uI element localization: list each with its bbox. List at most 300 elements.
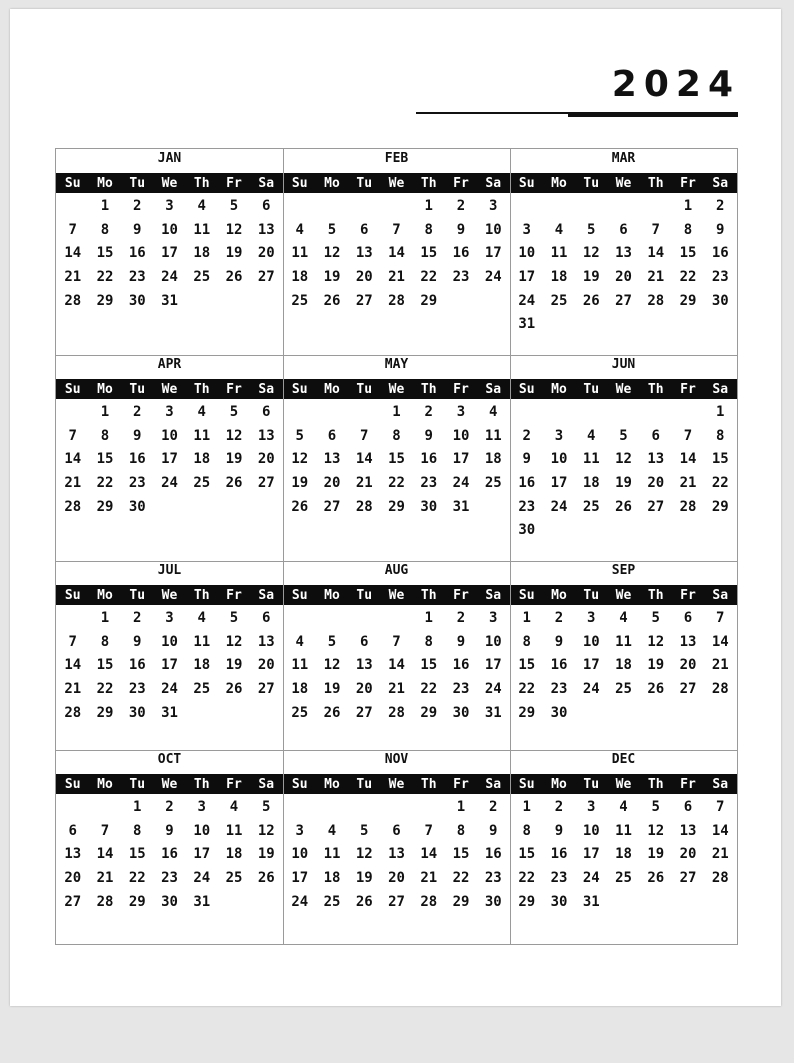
weekday-header [283,585,510,605]
day-cell: 14 [647,245,665,262]
day-cell: 21 [711,657,729,674]
day-cell: 28 [388,292,405,309]
day-cell: 4 [587,427,596,444]
day-cell: 15 [388,451,405,468]
day-cell: 4 [489,404,498,420]
empty-cell [317,195,348,219]
day-cell: 3 [295,822,304,839]
day-cell: 25 [550,292,568,309]
empty-cell [57,796,88,820]
day-cell: 11 [323,846,341,863]
weekday-label: Su [291,381,308,397]
weekday-label: Mo [97,776,113,792]
empty-cell [57,401,88,425]
month-name: FEB [384,151,409,166]
weekday-label: Su [64,381,81,397]
day-cell: 29 [711,498,729,515]
day-cell: 10 [518,245,536,262]
empty-cell [576,401,607,425]
day-cell: 10 [161,427,178,444]
day-cell: 22 [388,475,405,492]
day-cell: 31 [582,893,600,910]
day-cell: 4 [295,633,304,650]
day-cell: 27 [355,704,373,721]
weekday-label: Su [64,175,81,191]
day-cell: 29 [128,893,146,910]
weekday-label: Tu [129,776,146,792]
day-cell: 4 [327,822,337,839]
weekday-label: Th [420,587,437,603]
day-grid [510,401,737,543]
day-cell: 30 [484,893,502,910]
day-cell: 12 [647,822,665,839]
day-cell: 24 [518,292,536,309]
month-jan [56,149,283,355]
day-cell: 17 [161,245,178,262]
day-cell: 15 [452,846,470,863]
weekday-label: We [388,175,405,191]
day-cell: 23 [128,269,146,286]
month-sep [510,561,737,750]
empty-cell [349,796,380,820]
day-cell: 20 [257,657,275,674]
weekday-label: Su [518,587,535,603]
weekday-label: Tu [356,175,373,191]
day-cell: 30 [128,498,146,515]
day-cell: 26 [323,704,341,721]
day-cell: 8 [456,822,466,839]
day-cell: 24 [161,475,178,492]
day-cell: 3 [489,610,498,626]
day-cell: 30 [452,704,470,721]
day-cell: 15 [96,657,114,674]
day-cell: 26 [355,893,373,910]
day-cell: 5 [619,427,628,444]
day-grid [510,607,737,725]
day-cell: 27 [257,475,275,492]
day-cell: 14 [64,451,82,468]
weekday-label: Su [518,175,535,191]
weekday-label: Sa [258,381,275,397]
day-cell: 19 [323,681,341,698]
day-cell: 23 [711,269,729,286]
day-cell: 6 [360,221,369,238]
day-cell: 28 [711,870,729,887]
day-cell: 27 [64,893,82,910]
day-cell: 9 [456,221,466,238]
day-cell: 16 [128,451,146,468]
day-cell: 25 [193,269,211,286]
day-cell: 27 [257,681,275,698]
day-cell: 14 [96,846,114,863]
empty-cell [349,195,380,219]
day-cell: 16 [420,451,438,468]
weekday-label: Tu [129,381,146,397]
weekday-label: Th [193,175,210,191]
weekday-header [283,173,510,193]
day-cell: 17 [161,657,178,674]
day-cell: 24 [484,269,502,286]
day-cell: 20 [64,870,82,887]
weekday-label: Fr [226,776,242,792]
day-cell: 21 [647,269,665,286]
month-apr [56,355,283,561]
empty-cell [90,796,121,820]
weekday-header [56,774,283,794]
weekday-label: We [161,587,178,603]
weekday-label: Tu [583,776,600,792]
day-cell: 26 [582,292,600,309]
weekday-label: Sa [712,776,729,792]
column-divider [510,149,511,944]
day-cell: 19 [225,451,243,468]
weekday-label: Th [193,776,210,792]
month-name: DEC [611,752,636,767]
month-name: AUG [384,563,409,578]
day-cell: 8 [133,822,142,839]
empty-cell [640,401,671,425]
day-cell: 27 [615,292,632,309]
weekday-label: Su [291,776,308,792]
day-cell: 14 [388,657,405,674]
weekday-label: Th [420,776,437,792]
day-cell: 11 [484,427,502,444]
empty-cell [317,796,348,820]
day-cell: 26 [615,498,632,515]
day-cell: 9 [489,822,498,839]
day-cell: 7 [683,427,693,444]
day-cell: 21 [355,475,373,492]
day-cell: 8 [392,427,401,444]
day-cell: 3 [165,198,174,214]
day-cell: 15 [518,846,536,863]
day-cell: 10 [161,221,178,238]
day-cell: 8 [100,221,110,238]
day-cell: 15 [128,846,146,863]
weekday-label: Mo [324,776,340,792]
weekday-label: We [615,776,632,792]
weekday-label: Mo [97,587,113,603]
day-cell: 7 [424,822,433,839]
empty-cell [381,796,412,820]
day-cell: 21 [64,681,82,698]
day-cell: 16 [550,846,568,863]
empty-cell [608,401,639,425]
weekday-header [56,173,283,193]
day-cell: 9 [522,451,531,468]
day-cell: 21 [64,475,82,492]
weekday-label: We [615,175,632,191]
day-cell: 3 [554,427,564,444]
day-cell: 25 [193,681,211,698]
weekday-label: Th [647,175,664,191]
day-cell: 17 [518,269,536,286]
weekday-label: Sa [258,776,275,792]
day-cell: 27 [388,893,405,910]
day-cell: 2 [133,404,142,420]
weekday-header [510,173,737,193]
day-cell: 13 [257,221,275,238]
day-cell: 12 [615,451,632,468]
day-cell: 1 [392,404,401,420]
weekday-label: Th [647,381,664,397]
weekday-label: Tu [356,381,373,397]
day-cell: 14 [355,451,373,468]
day-cell: 7 [68,427,77,444]
day-cell: 19 [257,846,275,863]
weekday-label: Su [518,776,535,792]
weekday-label: Tu [583,381,600,397]
day-cell: 2 [716,198,725,214]
weekday-label: Fr [226,587,242,603]
day-cell: 29 [452,893,470,910]
day-cell: 5 [327,221,337,238]
day-cell: 17 [582,657,600,674]
day-cell: 28 [64,704,82,721]
empty-cell [381,195,412,219]
weekday-header [510,379,737,399]
calendar-page [10,9,781,1006]
day-cell: 18 [323,870,341,887]
month-name: APR [157,357,182,372]
day-cell: 21 [96,870,114,887]
empty-cell [381,607,412,631]
day-cell: 19 [647,846,665,863]
day-cell: 3 [197,799,206,815]
day-cell: 30 [128,704,146,721]
empty-cell [511,401,542,425]
day-cell: 30 [420,498,438,515]
day-cell: 2 [489,799,498,815]
day-cell: 17 [582,846,600,863]
day-cell: 19 [355,870,373,887]
empty-cell [673,401,704,425]
weekday-label: Tu [129,587,146,603]
day-cell: 31 [161,704,178,721]
day-cell: 2 [165,799,174,815]
day-cell: 29 [420,292,438,309]
empty-cell [317,401,348,425]
day-cell: 2 [456,198,466,214]
day-cell: 9 [456,633,466,650]
day-cell: 13 [355,657,373,674]
day-cell: 6 [262,198,271,214]
weekday-label: Mo [551,587,567,603]
day-cell: 19 [225,245,243,262]
weekday-label: We [615,381,632,397]
day-cell: 16 [518,475,536,492]
day-cell: 27 [679,681,697,698]
weekday-label: Su [518,381,535,397]
day-cell: 15 [96,451,114,468]
day-cell: 10 [550,451,568,468]
day-cell: 18 [193,657,211,674]
day-cell: 13 [679,822,697,839]
day-grid [283,401,510,519]
empty-cell [57,607,88,631]
day-cell: 19 [225,657,243,674]
months-grid [55,148,738,945]
weekday-header [56,379,283,399]
day-cell: 1 [100,610,110,626]
day-cell: 25 [225,870,243,887]
day-cell: 28 [679,498,697,515]
day-cell: 9 [133,633,142,650]
day-cell: 11 [615,822,632,839]
day-cell: 30 [128,292,146,309]
day-cell: 17 [291,870,309,887]
day-cell: 20 [679,846,697,863]
day-cell: 29 [518,893,536,910]
day-cell: 10 [582,633,600,650]
weekday-label: Mo [551,776,567,792]
weekday-label: Su [291,587,308,603]
day-cell: 16 [452,657,470,674]
day-cell: 26 [647,681,665,698]
day-cell: 20 [615,269,632,286]
weekday-header [510,585,737,605]
day-cell: 5 [229,404,239,420]
day-cell: 27 [257,269,275,286]
day-cell: 23 [550,681,568,698]
day-cell: 22 [96,681,114,698]
day-cell: 13 [647,451,665,468]
day-cell: 13 [257,427,275,444]
weekday-label: Th [420,381,437,397]
day-cell: 15 [420,245,438,262]
day-cell: 5 [651,610,660,626]
weekday-label: Th [193,381,210,397]
day-cell: 30 [518,522,536,539]
day-cell: 23 [550,870,568,887]
day-cell: 24 [161,269,178,286]
row-divider [56,750,737,751]
day-cell: 5 [587,221,596,238]
day-cell: 10 [484,221,502,238]
month-name: SEP [611,563,636,578]
day-cell: 23 [161,870,178,887]
day-cell: 18 [225,846,243,863]
day-cell: 3 [587,799,596,815]
day-cell: 10 [291,846,309,863]
day-cell: 19 [647,657,665,674]
day-cell: 21 [388,681,405,698]
day-cell: 28 [711,681,729,698]
day-cell: 7 [68,633,77,650]
day-cell: 9 [165,822,174,839]
day-cell: 17 [550,475,568,492]
weekday-label: Sa [258,587,275,603]
day-cell: 20 [323,475,341,492]
day-cell: 21 [64,269,82,286]
day-cell: 12 [355,846,373,863]
day-cell: 4 [197,404,206,420]
month-name: MAY [384,357,409,372]
weekday-label: Fr [680,175,696,191]
weekday-label: Mo [324,175,340,191]
month-jul [56,561,283,750]
day-cell: 20 [355,681,373,698]
day-grid [56,796,283,914]
day-cell: 26 [291,498,309,515]
day-cell: 10 [452,427,470,444]
day-cell: 21 [711,846,729,863]
day-cell: 25 [615,681,632,698]
weekday-label: Mo [324,381,340,397]
weekday-label: Su [291,175,308,191]
day-cell: 18 [193,451,211,468]
day-cell: 2 [554,610,564,626]
month-name: MAR [611,151,636,166]
day-cell: 23 [420,475,438,492]
day-cell: 23 [452,681,470,698]
day-cell: 3 [165,610,174,626]
day-cell: 7 [716,799,725,815]
weekday-label: Th [647,587,664,603]
day-cell: 27 [355,292,373,309]
empty-cell [317,607,348,631]
weekday-label: Tu [583,587,600,603]
day-cell: 22 [518,681,536,698]
weekday-label: We [161,175,178,191]
day-cell: 13 [679,633,697,650]
day-cell: 21 [679,475,697,492]
day-cell: 25 [291,704,309,721]
day-cell: 8 [424,221,433,238]
day-cell: 1 [522,799,531,815]
weekday-label: We [388,381,405,397]
day-cell: 1 [133,799,142,815]
day-cell: 21 [420,870,438,887]
weekday-label: Sa [485,776,502,792]
weekday-label: We [388,587,405,603]
weekday-label: Th [193,587,210,603]
empty-cell [349,607,380,631]
day-cell: 3 [456,404,466,420]
empty-cell [576,195,607,219]
day-cell: 15 [96,245,114,262]
day-cell: 26 [647,870,665,887]
weekday-label: Su [64,587,81,603]
day-cell: 1 [424,198,433,214]
empty-cell [608,195,639,219]
day-grid [283,195,510,313]
day-cell: 8 [522,633,531,650]
day-cell: 31 [484,704,502,721]
day-cell: 20 [257,451,275,468]
day-cell: 18 [582,475,600,492]
day-cell: 26 [257,870,275,887]
month-name: JAN [157,151,182,166]
weekday-label: We [615,587,632,603]
day-cell: 16 [711,245,729,262]
day-cell: 14 [679,451,697,468]
day-grid [56,195,283,313]
day-cell: 23 [128,681,146,698]
day-cell: 12 [323,657,341,674]
weekday-label: Tu [583,175,600,191]
day-cell: 16 [128,657,146,674]
day-cell: 22 [679,269,697,286]
day-cell: 8 [522,822,531,839]
day-cell: 30 [711,292,729,309]
weekday-label: Fr [680,381,696,397]
day-cell: 12 [291,451,309,468]
day-cell: 8 [100,633,110,650]
day-cell: 2 [554,799,564,815]
day-cell: 9 [554,822,564,839]
day-cell: 1 [424,610,433,626]
